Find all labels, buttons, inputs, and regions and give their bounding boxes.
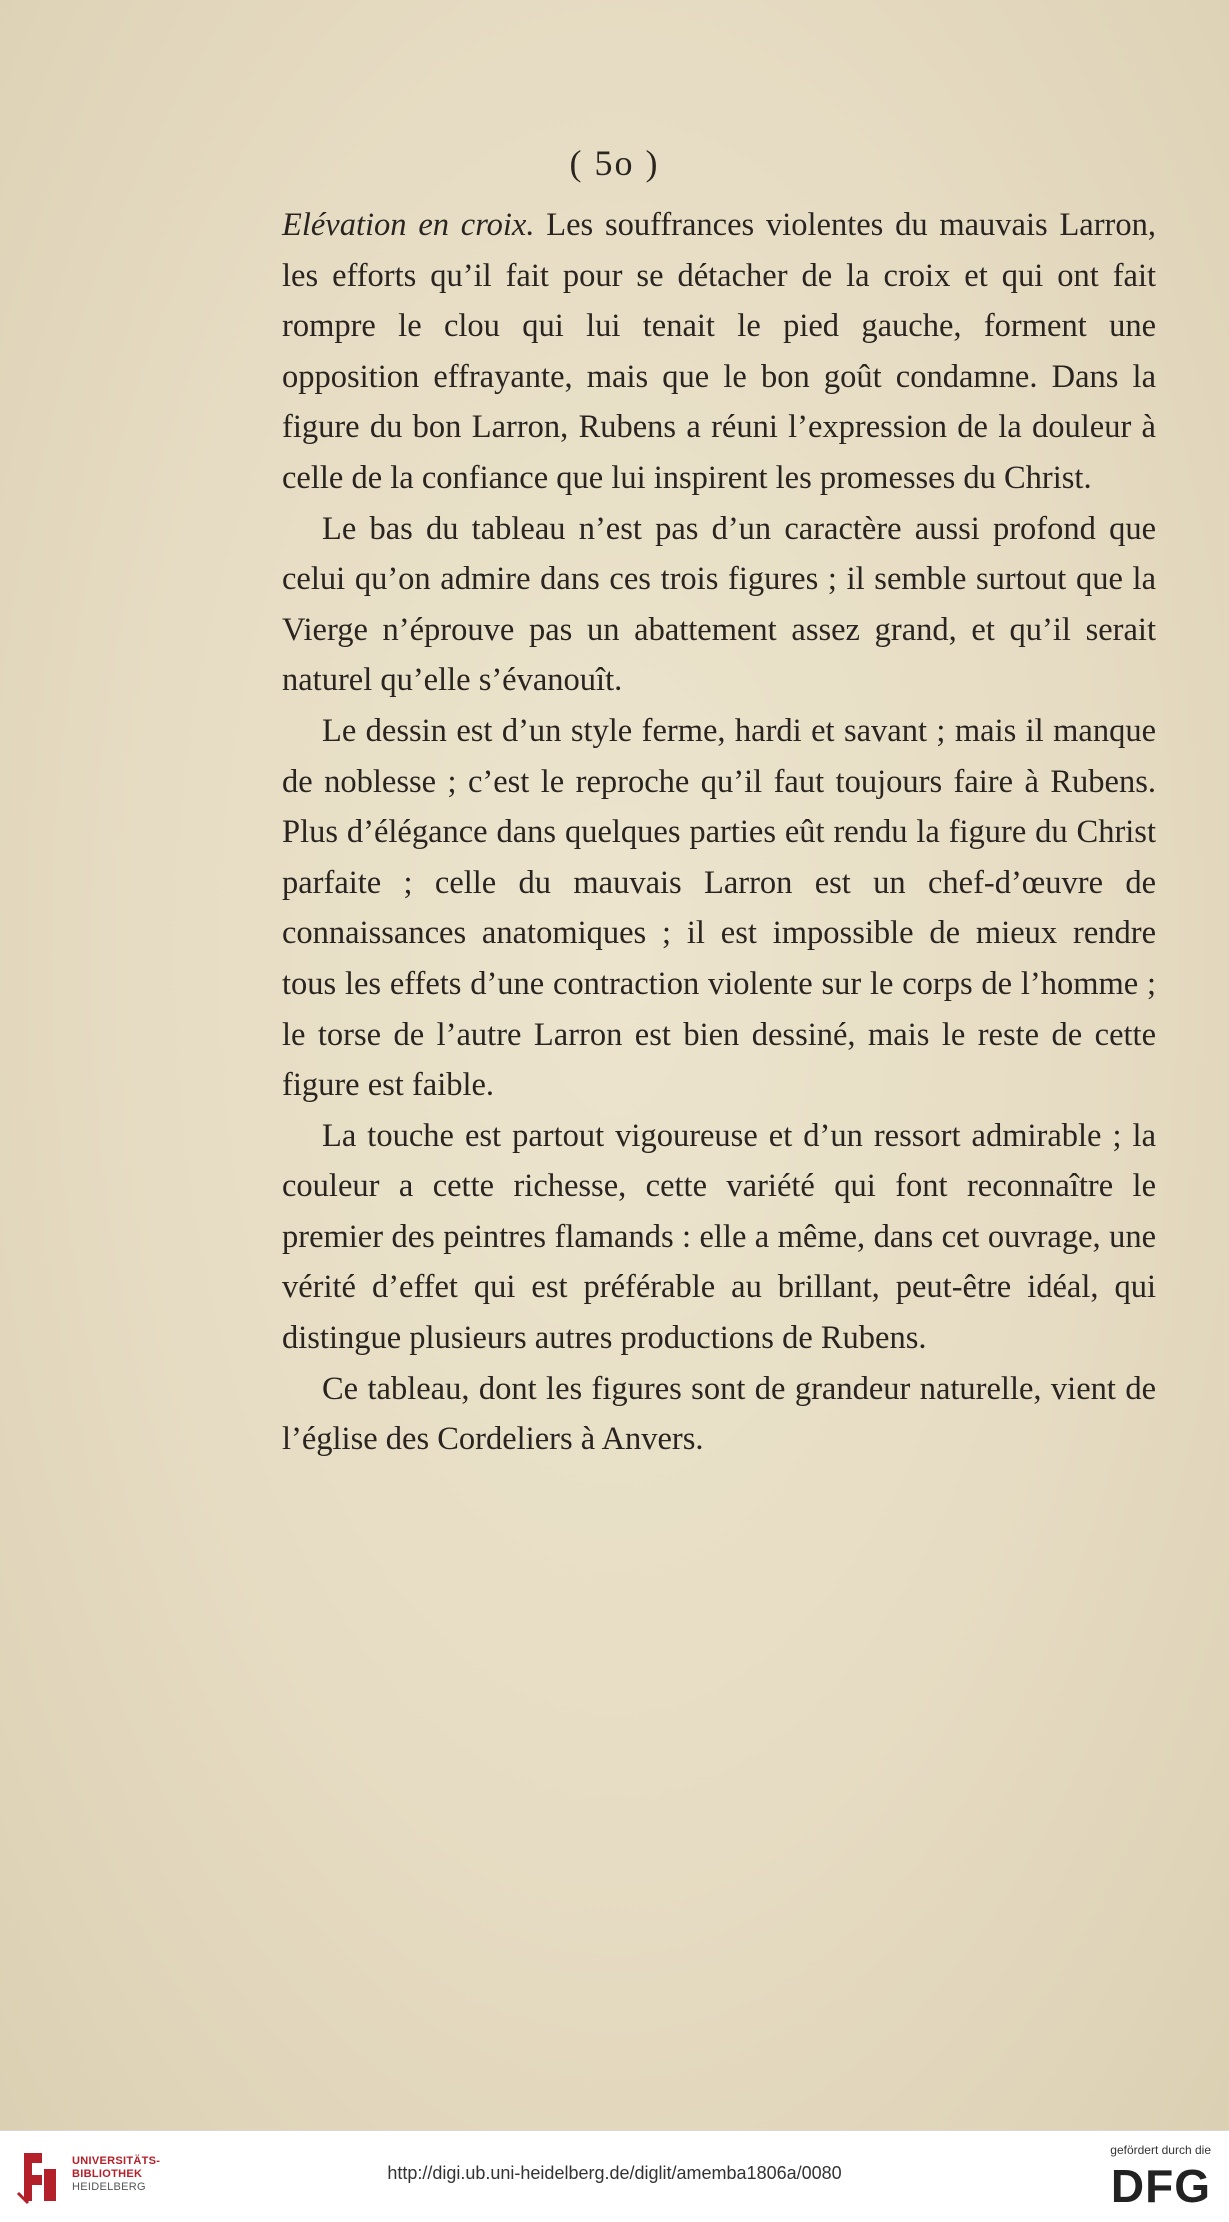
dfg-logo: DFG xyxy=(1110,2160,1211,2212)
library-name-line-1: UNIVERSITÄTS- xyxy=(72,2155,161,2167)
page-number: ( 5o ) xyxy=(569,143,660,183)
paragraph-text: Le dessin est d’un style ferme, hardi et savant ; mais il manque de noblesse ; c’est le reproche qu’il faut toujours faire à Rubens. Plus d’élégance dans quelques parties eût rendu la figure du Christ parfaite ; celle du mauvais Larron est un chef-d’œuvre de connaissances anatomiques ; il est impossible de mieux rendre tous les effets d’une contraction violente sur le corps de l’homme ; le torse de l’autre Larron est bien dessiné, mais le reste de cette figure est faible. xyxy=(282,712,1156,1104)
section-title: Elévation en croix. xyxy=(282,207,535,243)
library-name-line-2: BIBLIOTHEK xyxy=(72,2168,143,2180)
paragraph-3 xyxy=(282,706,1156,1111)
paragraph-5 xyxy=(282,1364,1156,1465)
paragraph-text: La touche est partout vigoureuse et d’un ressort admirable ; la couleur a cette richesse, cette variété qui font reconnaître le premier des peintres flamands : elle a même, dans cet ouvrage, une vérité d’effet qui est préférable au brillant, peut-être idéal, qui distingue plusieurs autres productions de Rubens. xyxy=(282,1117,1156,1357)
body-text xyxy=(282,200,1156,1465)
paragraph-text: Le bas du tableau n’est pas d’un caractère aussi profond que celui qu’on admire dans ces trois figures ; il semble surtout que la Vierge n’éprouve pas un abattement assez grand, et qu’il serait naturel qu’elle s’évanouît. xyxy=(282,510,1156,699)
paragraph-4 xyxy=(282,1111,1156,1364)
permalink-url[interactable]: http://digi.ub.uni-heidelberg.de/diglit/amemba1806a/0080 xyxy=(387,2163,842,2183)
paragraph-text: Les souffrances violentes du mauvais Larron, les efforts qu’il fait pour se détacher de la croix et qui ont fait rompre le clou qui lui tenait le pied gauche, forment une opposition effrayante, mais que le bon goût condamne. Dans la figure du bon Larron, Rubens a réuni l’expression de la douleur à celle de la confiance que lui inspirent les promesses du Christ. xyxy=(282,207,1156,496)
paragraph-1 xyxy=(282,200,1156,504)
funded-by-label: gefördert durch die xyxy=(1110,2143,1211,2157)
footer-bar xyxy=(0,2130,1229,2222)
paragraph-text: Ce tableau, dont les figures sont de grandeur naturelle, vient de l’église des Cordeliers à Anvers. xyxy=(282,1370,1156,1458)
library-name-line-3: HEIDELBERG xyxy=(72,2181,146,2193)
paragraph-2 xyxy=(282,504,1156,706)
